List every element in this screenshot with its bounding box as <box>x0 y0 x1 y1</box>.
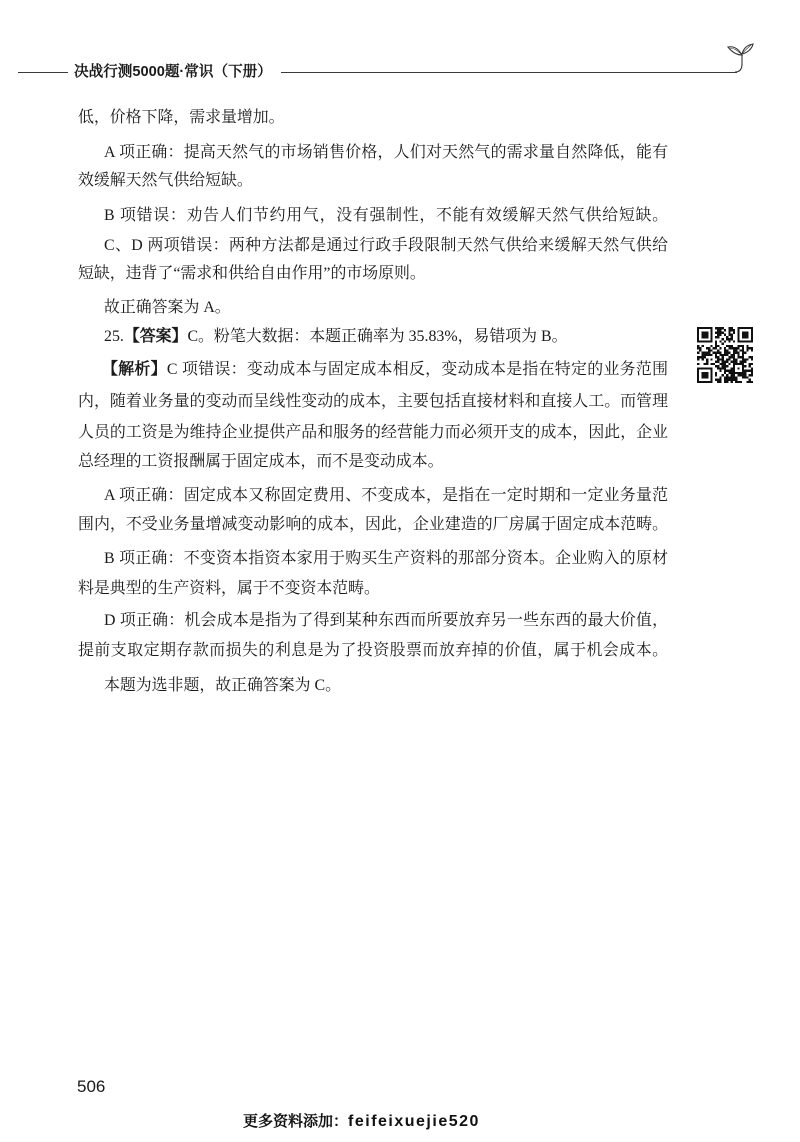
footer-label: 更多资料添加： <box>243 1113 349 1130</box>
answer-line <box>104 325 568 349</box>
answer-text: C。粉笔大数据：本题正确率为 35.83%，易错项为 B。 <box>187 328 568 345</box>
header-rule-right <box>281 72 737 73</box>
footer-note <box>243 1111 480 1133</box>
sprout-icon <box>724 40 756 74</box>
body-line: 料是典型的生产资料，属于不变资本范畴。 <box>78 580 380 597</box>
body-line: B 项正确：不变资本指资本家用于购买生产资料的那部分资本。企业购入的原材 <box>104 550 669 567</box>
body-line: D 项正确：机会成本是指为了得到某种东西而所要放弃另一些东西的最大价值， <box>104 612 669 629</box>
body-line: 总经理的工资报酬属于固定成本，而不是变动成本。 <box>78 453 444 470</box>
body-line: 短缺，违背了“需求和供给自由作用”的市场原则。 <box>78 265 426 282</box>
analysis-tag: 【解析】 <box>102 361 167 378</box>
body-line: 提前支取定期存款而损失的利息是为了投资股票而放弃掉的价值，属于机会成本。 <box>78 642 669 659</box>
analysis-line <box>102 358 668 382</box>
body-line: A 项正确：固定成本又称固定费用、不变成本，是指在一定时期和一定业务量范 <box>104 487 669 504</box>
body-line: 效缓解天然气供给短缺。 <box>78 172 253 189</box>
header-rule-left <box>18 72 68 73</box>
body-line: 低，价格下降，需求量增加。 <box>78 109 285 126</box>
answer-tag: 【答案】 <box>123 328 188 345</box>
page-number: 506 <box>77 1077 106 1096</box>
question-number: 25. <box>104 328 124 345</box>
body-line: 内，随着业务量的变动而呈线性变动的成本，主要包括直接材料和直接人工。而管理 <box>78 393 669 410</box>
body-line: B 项错误：劝告人们节约用气，没有强制性，不能有效缓解天然气供给短缺。 <box>104 207 669 224</box>
body-line: A 项正确：提高天然气的市场销售价格，人们对天然气的需求量自然降低，能有 <box>104 144 669 161</box>
qr-code <box>697 327 753 383</box>
body-line: 围内，不受业务量增减变动影响的成本，因此，企业建造的厂房属于固定成本范畴。 <box>78 516 669 533</box>
analysis-text: C 项错误：变动成本与固定成本相反，变动成本是指在特定的业务范围 <box>166 361 669 378</box>
running-header-title: 决战行测5000题·常识（下册） <box>74 64 272 80</box>
body-line: 故正确答案为 A。 <box>104 299 231 316</box>
body-line: C、D 两项错误：两种方法都是通过行政手段限制天然气供给来缓解天然气供给 <box>104 237 669 254</box>
footer-contact-id: feifeixuejie520 <box>348 1113 480 1130</box>
body-line: 本题为选非题，故正确答案为 C。 <box>104 677 342 694</box>
body-line: 人员的工资是为维持企业提供产品和服务的经营能力而必须开支的成本，因此，企业 <box>78 424 669 441</box>
